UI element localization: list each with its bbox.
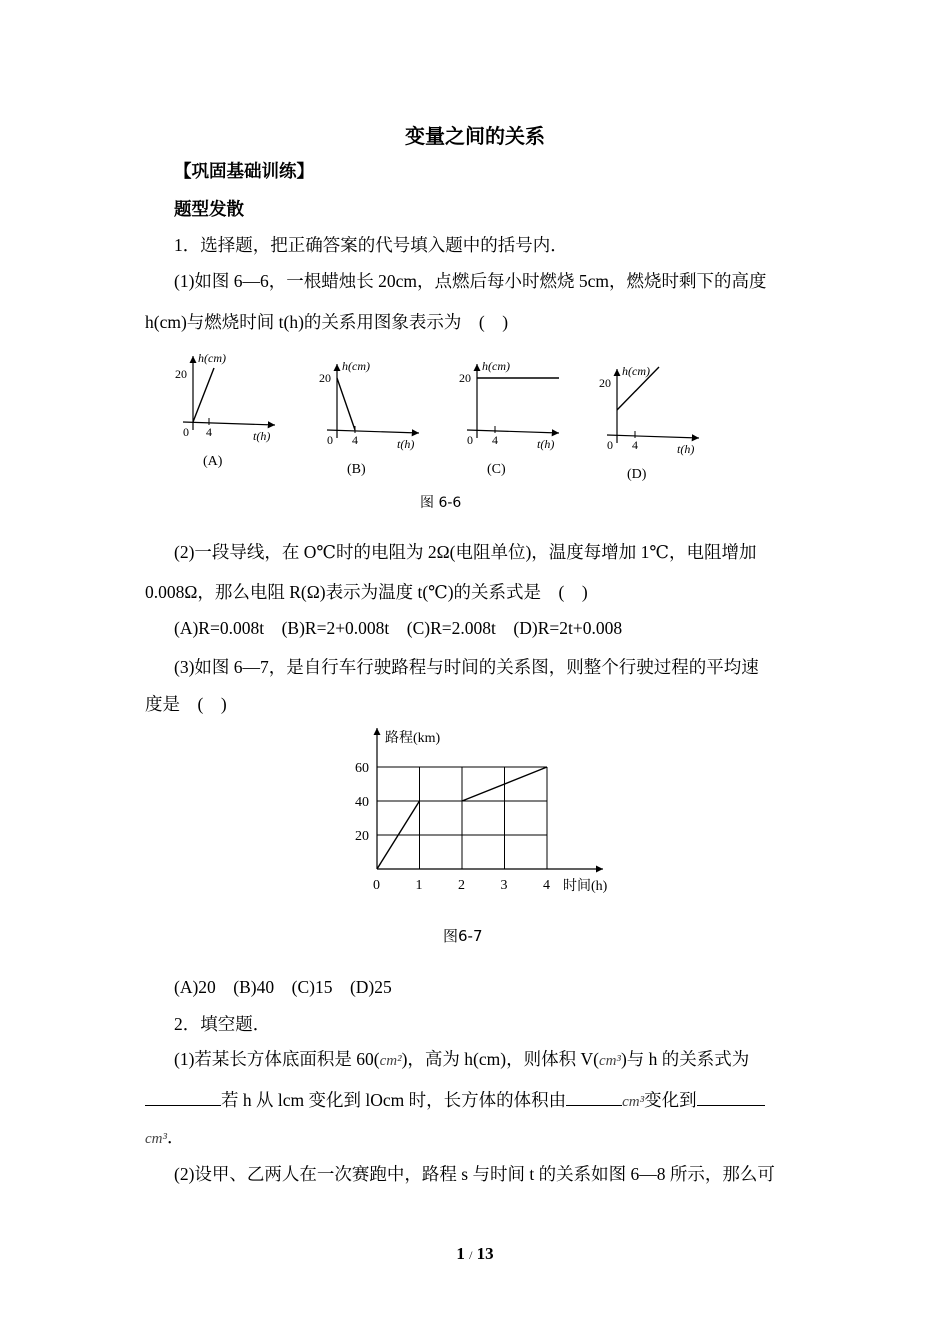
panel-label: (A): [203, 454, 223, 469]
figure-6-6-caption: 图 6-6: [420, 495, 462, 511]
panel-x-axis: [607, 435, 699, 438]
panel-y-label: h(cm): [622, 364, 650, 378]
x-tick-label: 3: [500, 878, 508, 893]
figure-6-6-panel-c: [459, 359, 559, 477]
y-tick-label: 60: [355, 761, 369, 776]
unit-cm2: cm²: [379, 1053, 402, 1069]
panel-x-tick: 4: [632, 438, 638, 452]
q2-p2-line1: (2)设甲、乙两人在一次赛跑中，路程 s 与时间 t 的关系如图 6—8 所示，那么可: [174, 1164, 775, 1184]
figure-6-6-panel-b: [319, 359, 419, 477]
x-tick-label: 4: [543, 878, 550, 893]
q1-p1-line1: (1)如图 6—6，一根蜡烛长 20cm，点燃后每小时燃烧 5cm，燃烧时剩下的高度: [174, 271, 767, 291]
y-tick-label: 20: [355, 829, 369, 844]
panel-x-axis: [183, 422, 275, 425]
q1-p3-options: (A)20 (B)40 (C)15 (D)25: [174, 977, 392, 997]
panel-x-tick: 4: [206, 425, 212, 439]
unit-cm3-3: cm³: [145, 1131, 167, 1147]
panel-y-label: h(cm): [342, 359, 370, 373]
panel-y-tick: 20: [459, 371, 471, 385]
panel-graph-line: [193, 368, 214, 422]
q1-intro: 1．选择题，把正确答案的代号填入题中的括号内．: [174, 235, 568, 255]
y-tick-label: 40: [355, 795, 369, 810]
q1-p2-line2: 0.008Ω，那么电阻 R(Ω)表示为温度 t(℃)的关系式是 ( ): [145, 582, 588, 602]
q1-p3-line1: (3)如图 6—7，是自行车行驶路程与时间的关系图，则整个行驶过程的平均速: [174, 657, 759, 677]
panel-y-label: h(cm): [198, 351, 226, 365]
unit-cm3: cm³: [598, 1053, 621, 1069]
panel-label: (B): [347, 462, 366, 477]
panel-x-axis: [467, 430, 559, 433]
panel-y-label: h(cm): [482, 359, 510, 373]
subsection-heading: 题型发散: [174, 200, 244, 220]
q1-p2-line1: (2)一段导线，在 O℃时的电阻为 2Ω(电阻单位)，温度每增加 1℃，电阻增加: [174, 542, 757, 562]
q2-p1-line2: [145, 1087, 807, 1114]
x-tick-label: 2: [458, 878, 465, 893]
y-axis-label: 路程(km): [385, 731, 441, 746]
answer-blank-2[interactable]: [566, 1087, 622, 1106]
panel-y-tick: 20: [319, 371, 331, 385]
x-axis-label: 时间(h): [563, 879, 608, 894]
panel-y-tick: 20: [175, 367, 187, 381]
q2-p1-line1: [145, 1047, 836, 1073]
panel-origin: 0: [467, 433, 473, 447]
panel-x-axis: [327, 430, 419, 433]
page-footer: [0, 1244, 950, 1264]
q1-p1-line2: h(cm)与燃烧时间 t(h)的关系用图象表示为 ( ): [145, 312, 509, 332]
figure-6-6-panel-d: [599, 364, 699, 482]
x-tick-label: 0: [373, 878, 380, 893]
q2-p1-text-a: (1)若某长方体底面积是 60(: [174, 1049, 380, 1069]
page-sep: /: [469, 1248, 473, 1262]
figure-6-7-chart: [345, 720, 635, 900]
panel-origin: 0: [327, 433, 333, 447]
page-total: 13: [476, 1244, 494, 1263]
q2-p1-text-b: )，高为 h(cm)，则体积 V(: [401, 1049, 599, 1069]
q2-p1-end: ．: [167, 1127, 185, 1147]
unit-cm3-2: cm³: [622, 1094, 645, 1110]
panel-origin: 0: [183, 425, 189, 439]
panel-origin: 0: [607, 438, 613, 452]
page-number: 1: [456, 1244, 465, 1263]
panel-x-label: t(h): [253, 429, 271, 443]
panel-x-tick: 4: [492, 433, 498, 447]
section-heading: 【巩固基础训练】: [174, 162, 314, 182]
panel-x-tick: 4: [352, 433, 358, 447]
panel-y-tick: 20: [599, 376, 611, 390]
answer-blank-3[interactable]: [697, 1087, 765, 1106]
answer-blank-1[interactable]: [145, 1087, 221, 1106]
x-tick-label: 1: [415, 878, 423, 893]
page-title: 变量之间的关系: [405, 124, 545, 148]
q1-p3-line2: 度是 ( ): [145, 694, 227, 714]
q2-p1-text-d: 若 h 从 lcm 变化到 lOcm 时，长方体的体积由: [221, 1090, 567, 1110]
q1-p2-options: (A)R=0.008t (B)R=2+0.008t (C)R=2.008t (D)R=2t+0.008: [174, 618, 623, 638]
q2-p1-line3: [145, 1125, 807, 1151]
q2-intro: 2．填空题．: [174, 1014, 271, 1034]
panel-x-label: t(h): [397, 437, 415, 451]
panel-x-label: t(h): [537, 437, 555, 451]
figure-6-6: [165, 350, 735, 515]
q2-p1-text-e: 变化到: [644, 1090, 697, 1110]
figure-6-6-panel-a: [175, 351, 275, 469]
panel-label: (D): [627, 467, 647, 482]
panel-x-label: t(h): [677, 442, 695, 456]
panel-label: (C): [487, 462, 506, 477]
chart-grid: [377, 767, 547, 869]
panel-graph-line: [337, 378, 355, 430]
figure-6-7-caption: 图6-7: [443, 927, 483, 945]
q2-p1-text-c: )与 h 的关系式为: [620, 1049, 750, 1069]
